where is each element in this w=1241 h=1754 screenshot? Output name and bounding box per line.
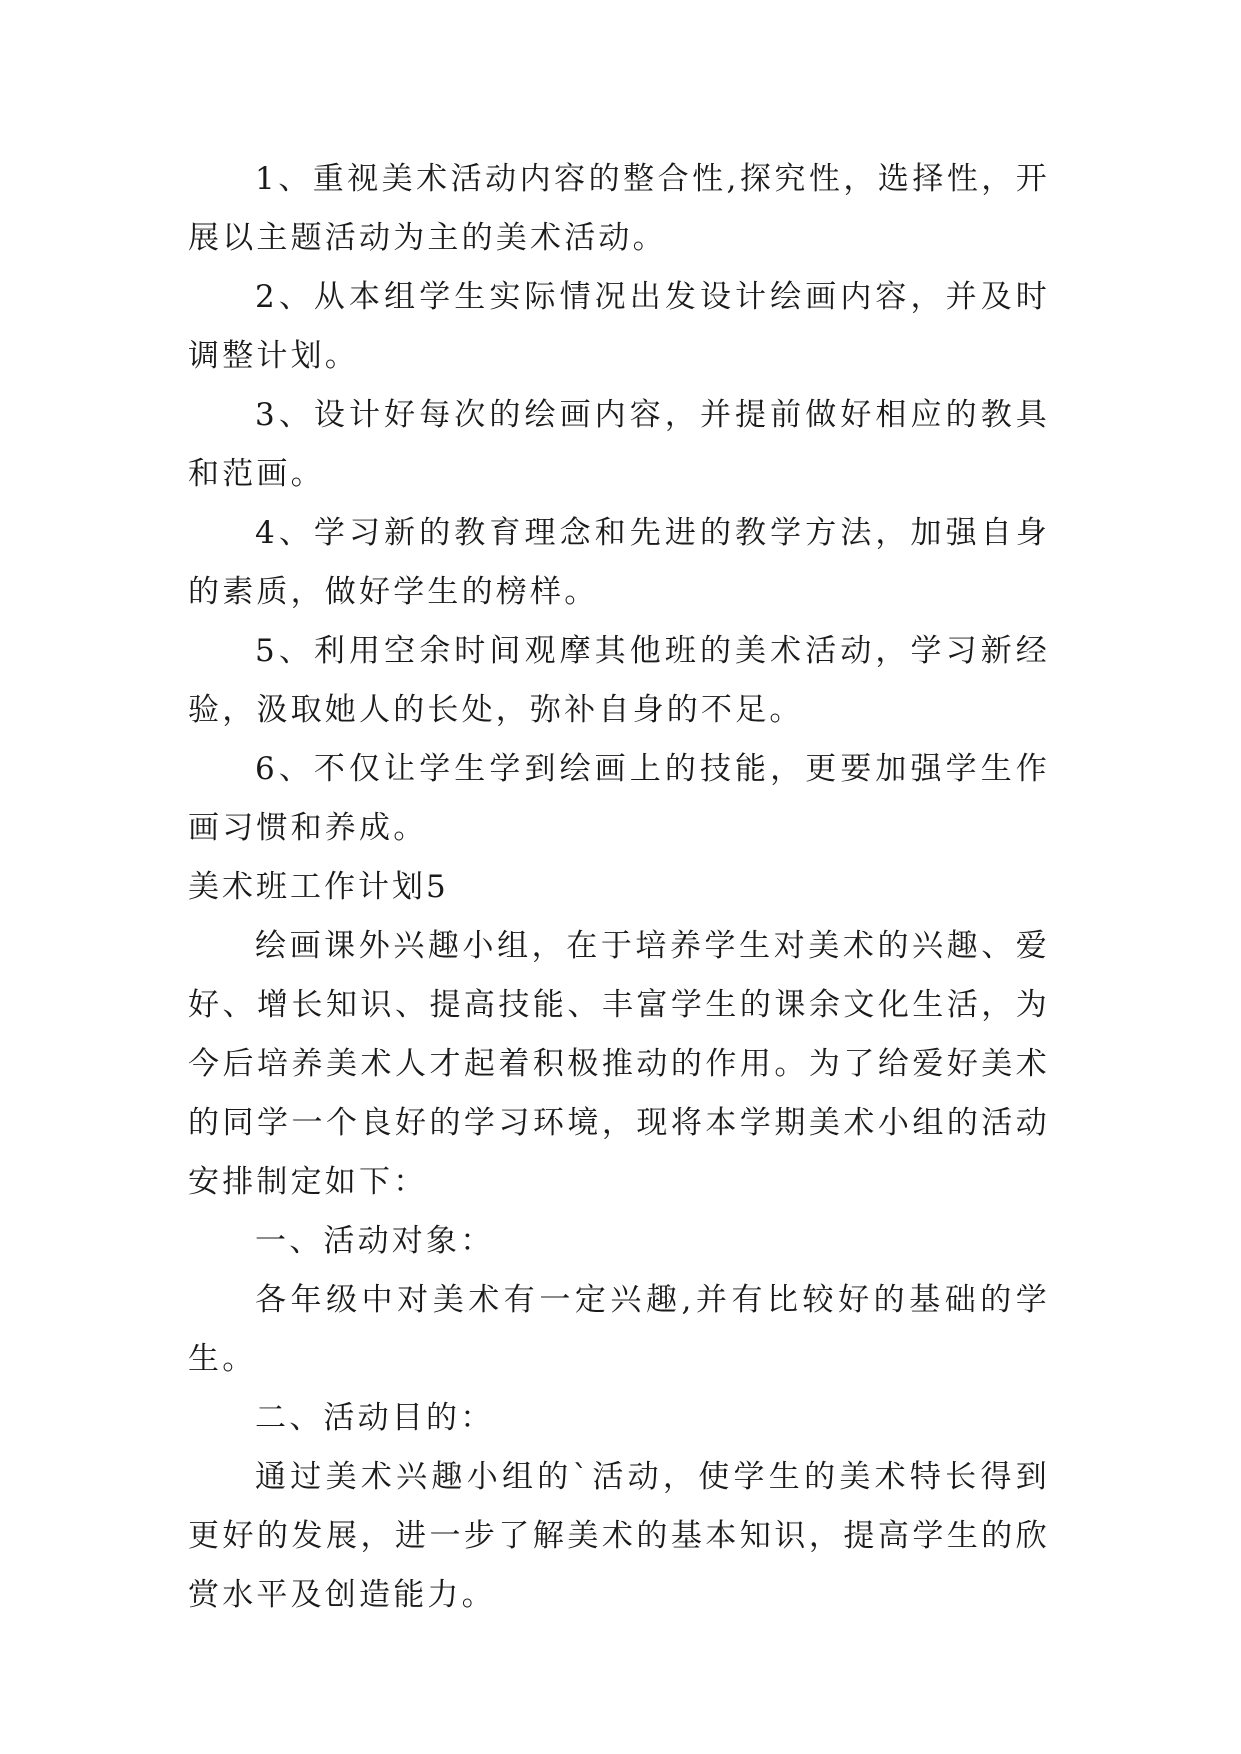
subsection-title-target: 一、活动对象：	[255, 1223, 495, 1259]
list-item: 3、设计好每次的绘画内容，并提前做好相应的教具和范画。	[188, 397, 1050, 492]
subsection-text-target: 各年级中对美术有一定兴趣,并有比较好的基础的学生。	[188, 1282, 1050, 1377]
intro-paragraph: 绘画课外兴趣小组，在于培养学生对美术的兴趣、爱好、增长知识、提高技能、丰富学生的课余文化生活，为今后培养美术人才起着积极推动的作用。为了给爱好美术的同学一个良好的学习环境，现将本学期美术小组的活动安排制定如下：	[188, 928, 1050, 1200]
document-body	[188, 150, 1050, 1625]
list-item: 2、从本组学生实际情况出发设计绘画内容，并及时调整计划。	[188, 279, 1050, 374]
list-item: 1、重视美术活动内容的整合性,探究性，选择性，开展以主题活动为主的美术活动。	[188, 161, 1050, 256]
list-item: 4、学习新的教育理念和先进的教学方法，加强自身的素质，做好学生的榜样。	[188, 515, 1050, 610]
list-item: 5、利用空余时间观摩其他班的美术活动，学习新经验，汲取她人的长处，弥补自身的不足。	[188, 633, 1050, 728]
subsection-text-purpose: 通过美术兴趣小组的`活动，使学生的美术特长得到更好的发展，进一步了解美术的基本知识，提高学生的欣赏水平及创造能力。	[188, 1459, 1050, 1613]
list-item: 6、不仅让学生学到绘画上的技能，更要加强学生作画习惯和养成。	[188, 751, 1050, 846]
subsection-title-purpose: 二、活动目的：	[255, 1400, 495, 1436]
section-title: 美术班工作计划5	[188, 869, 449, 905]
